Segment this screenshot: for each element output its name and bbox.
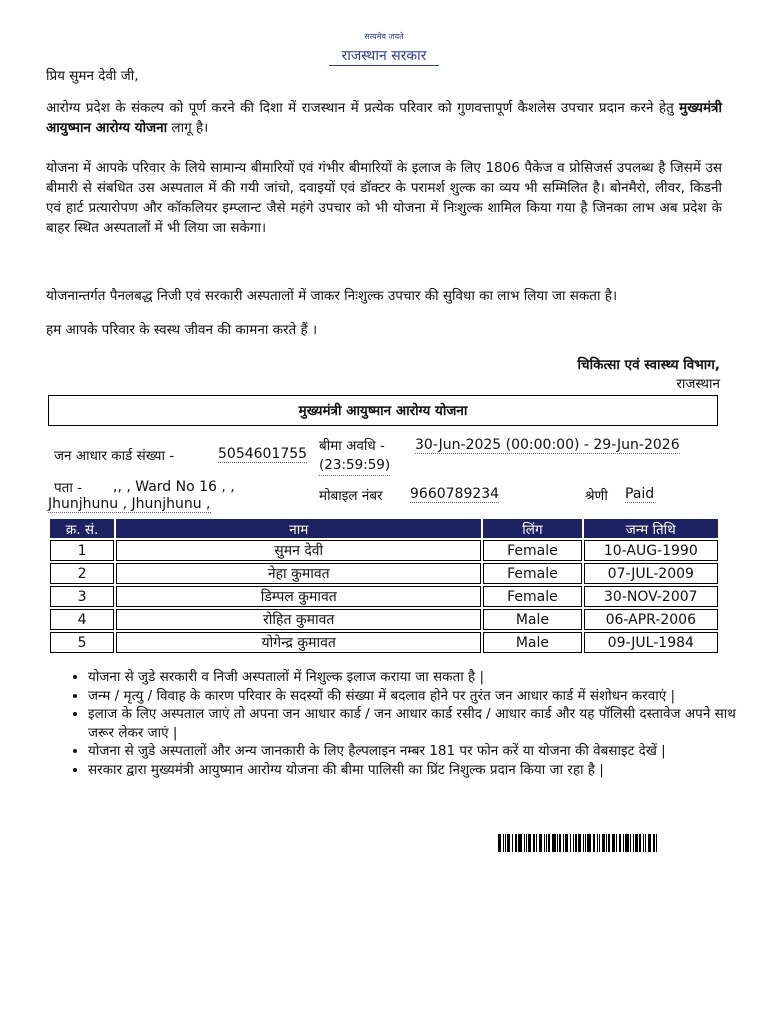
category-label: श्रेणी: [585, 488, 608, 504]
intro-text: आरोग्य प्रदेश के संकल्प को पूर्ण करने की दिशा में राजस्थान में प्रत्येक परिवार को गुणवत्तापूर्ण कैशलेस उपचार प्रदान करने हेतु: [46, 100, 680, 116]
barcode-bar: [503, 834, 504, 852]
jan-aadhaar-label: जन आधार कार्ड संख्या -: [54, 448, 175, 464]
list-item: • योजना से जुडे सरकारी व निजी अस्पतालों में निशुल्क इलाज कराया जा सकता है |: [88, 668, 753, 687]
cell-gender: Male: [483, 609, 581, 630]
barcode-bar: [648, 834, 651, 852]
barcode-bar: [544, 834, 545, 852]
barcode-bar: [515, 834, 517, 852]
cell-serial: 5: [50, 632, 114, 653]
list-item: • सरकार द्वारा मुख्यमंत्री आयुष्मान आरोग्य योजना की बीमा पालिसी का प्रिंट निशुल्क प्रदान किया जा रहा है |: [88, 761, 753, 780]
address-line-2: Jhunjhunu , Jhunjhunu ,: [48, 496, 211, 512]
barcode-bar: [643, 834, 644, 852]
scheme-name-bold: मुख्यमंत्री आयुष्मान आरोग्य योजना: [46, 100, 722, 136]
mobile-value: 9660789234: [410, 486, 500, 502]
barcode-bar: [630, 834, 631, 852]
barcode-bar: [612, 834, 615, 852]
cell-gender: Female: [483, 540, 581, 561]
barcode-bar: [583, 834, 584, 852]
barcode-bar: [565, 834, 568, 852]
barcode-bar: [585, 834, 586, 852]
address-label: पता -: [54, 480, 83, 496]
table-row: [50, 632, 718, 653]
barcode-bar: [602, 834, 605, 852]
barcode-bar: [570, 834, 571, 852]
barcode-bar: [578, 834, 581, 852]
hospitals-paragraph: योजनान्तर्गत पैनलबद्ध निजी एवं सरकारी अस्पतालों में जाकर निःशुल्क उपचार की सुविधा का लाभ लिया जा सकता है।: [46, 288, 618, 304]
cell-dob: 09-JUL-1984: [584, 632, 718, 653]
header-gender: लिंग: [483, 519, 581, 538]
barcode-bar: [559, 834, 561, 852]
cell-serial: 1: [50, 540, 114, 561]
cell-name: नेहा कुमावत: [116, 563, 481, 584]
barcode-bar: [625, 834, 629, 852]
cell-name: डिम्पल कुमावत: [116, 586, 481, 607]
department-name: चिकित्सा एवं स्वास्थ्य विभाग,: [577, 357, 720, 373]
department-state: राजस्थान: [676, 376, 720, 392]
list-item: • योजना से जुडे अस्पतालों और अन्य जानकारी के लिए हैल्पलाइन नम्बर 181 पर फोन करें या योजना की वेबसाइट देखें |: [88, 742, 753, 761]
barcode-bar: [656, 834, 657, 852]
barcode-bar: [528, 834, 531, 852]
barcode-bar: [526, 834, 527, 852]
list-item: • इलाज के लिए अस्पताल जाएं तो अपना जन आधार कार्ड / जन आधार कार्ड रसीद / आधार कार्ड और यह पॉलिसी दस्तावेज अपने साथ जरूर लेकर जाएं |: [88, 705, 753, 742]
policy-period-label-2: (23:59:59): [319, 456, 390, 476]
barcode-bar: [524, 834, 525, 852]
intro-end: लागू है।: [167, 120, 209, 136]
notes-list: [56, 668, 753, 779]
barcode-bar: [587, 834, 591, 852]
cell-gender: Female: [483, 586, 581, 607]
members-table: [48, 517, 720, 655]
cell-gender: Male: [483, 632, 581, 653]
salutation: प्रिय सुमन देवी जी,: [46, 68, 139, 84]
barcode-bar: [498, 834, 501, 852]
barcode-bar: [593, 834, 595, 852]
cell-serial: 4: [50, 609, 114, 630]
government-heading: राजस्थान सरकार: [341, 48, 427, 64]
cell-dob: 07-JUL-2009: [584, 563, 718, 584]
barcode-bar: [606, 834, 607, 852]
cell-gender: Female: [483, 563, 581, 584]
cell-name: सुमन देवी: [116, 540, 481, 561]
barcode-bar: [512, 834, 513, 852]
barcode: [498, 834, 716, 852]
barcode-bar: [533, 834, 535, 852]
cell-dob: 06-APR-2006: [584, 609, 718, 630]
header-dob: जन्म तिथि: [584, 519, 718, 538]
jan-aadhaar-value: 5054601755: [218, 446, 308, 462]
policy-period-label-1: बीमा अवधि -: [319, 438, 385, 454]
table-row: [50, 609, 718, 630]
cell-serial: 3: [50, 586, 114, 607]
barcode-bar: [599, 834, 600, 852]
benefits-paragraph: योजना में आपके परिवार के लिये सामान्य बीमारियों एवं गंभीर बीमारियों के इलाज के लिए 1806 पैकेज व प्रोसिजर्स उपलब्ध है जिसमें उस बीमारी से संबधित उस अस्पताल में की गयी जांचो, दवाइयों एवं डॉक्टर के परामर्श शुल्क का व्यय भी सम्मिलित है। बोनमैरो, लीवर, किडनी एवं हार्ट प्रत्यारोपण और कॉकलियर इम्प्लान्ट जैसे महंगे उपचार को भी योजना में निःशुल्क शामिल किया गया है जिनका लाभ अब प्रदेश के बाहर स्थित अस्पतालों में भी लिया जा सकेगा।: [46, 160, 722, 236]
barcode-bar: [623, 834, 624, 852]
list-item: • जन्म / मृत्यु / विवाह के कारण परिवार के सदस्यों की संख्या में बदलाव होने पर तुरंत जन आधार कार्ड में संशोधन करवाएं |: [88, 687, 753, 706]
barcode-bar: [575, 834, 577, 852]
barcode-bar: [518, 834, 522, 852]
barcode-bar: [616, 834, 617, 852]
category-value: Paid: [625, 486, 655, 502]
barcode-bar: [563, 834, 564, 852]
barcode-bar: [639, 834, 641, 852]
barcode-bar: [653, 834, 655, 852]
table-row: [50, 586, 718, 607]
mobile-label: मोबाइल नंबर: [319, 488, 383, 504]
barcode-bar: [597, 834, 598, 852]
table-row: [50, 540, 718, 561]
barcode-bar: [507, 834, 510, 852]
intro-paragraph: [46, 98, 722, 138]
header-name: नाम: [116, 519, 481, 538]
barcode-bar: [645, 834, 646, 852]
table-header-row: [50, 519, 718, 538]
cell-name: योगेन्द्र कुमावत: [116, 632, 481, 653]
header-serial: क्र. सं.: [50, 519, 114, 538]
wishes-paragraph: हम आपके परिवार के स्वस्थ जीवन की कामना करते हैं ।: [46, 322, 318, 338]
cell-dob: 30-NOV-2007: [584, 586, 718, 607]
cell-dob: 10-AUG-1990: [584, 540, 718, 561]
emblem-motto: सत्यमेव जयते: [364, 32, 404, 41]
barcode-bar: [608, 834, 610, 852]
cell-serial: 2: [50, 563, 114, 584]
card-title: मुख्यमंत्री आयुष्मान आरोग्य योजना: [48, 395, 718, 426]
barcode-bar: [573, 834, 574, 852]
cell-name: रोहित कुमावत: [116, 609, 481, 630]
barcode-bar: [505, 834, 506, 852]
barcode-bar: [546, 834, 547, 852]
address-value: [113, 478, 235, 496]
address-line-1: ,, , Ward No 16 , ,: [113, 479, 235, 495]
barcode-bar: [557, 834, 558, 852]
barcode-bar: [552, 834, 556, 852]
barcode-bar: [539, 834, 542, 852]
barcode-bar: [633, 834, 634, 852]
barcode-bar: [548, 834, 550, 852]
policy-period-value: 30-Jun-2025 (00:00:00) - 29-Jun-2026: [415, 437, 680, 453]
table-row: [50, 563, 718, 584]
barcode-bar: [635, 834, 638, 852]
policy-period-label: [319, 437, 390, 476]
barcode-bar: [536, 834, 537, 852]
barcode-bar: [619, 834, 621, 852]
